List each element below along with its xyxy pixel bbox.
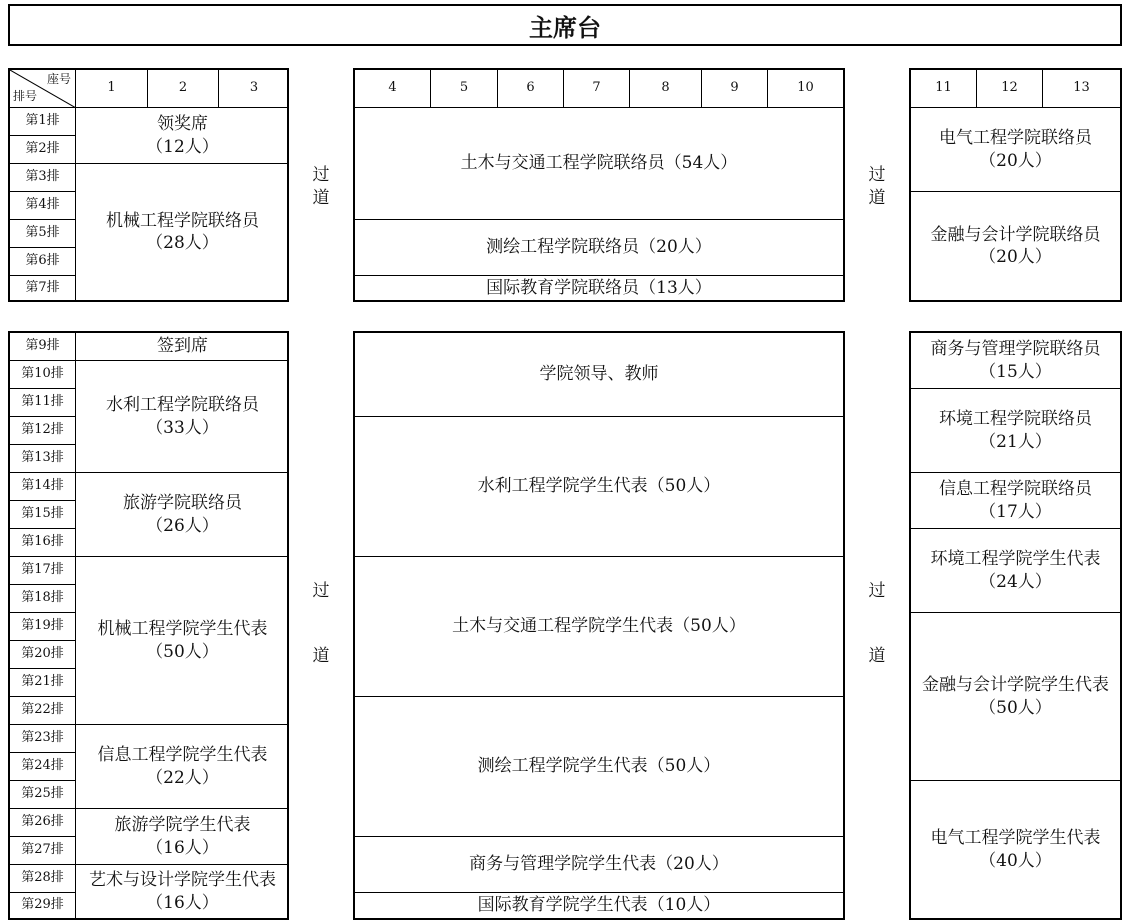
seat-number: 8 bbox=[630, 70, 702, 108]
seat-block: 学院领导、教师 bbox=[355, 333, 843, 417]
row-label: 第17排 bbox=[10, 557, 76, 585]
block-count: （24人） bbox=[979, 571, 1052, 592]
block-count: （16人） bbox=[146, 837, 219, 858]
block-count: （16人） bbox=[146, 892, 219, 913]
row-label: 第21排 bbox=[10, 669, 76, 697]
seat-block: 土木与交通工程学院联络员（54人） bbox=[355, 108, 843, 220]
row-label: 第19排 bbox=[10, 613, 76, 641]
row-label: 第6排 bbox=[10, 248, 76, 276]
seat-number: 11 bbox=[911, 70, 977, 108]
seat-number: 13 bbox=[1043, 70, 1120, 108]
seat-block bbox=[76, 333, 289, 361]
right-bottom-table bbox=[909, 331, 1122, 920]
header-seat-label: 座号 bbox=[46, 72, 71, 86]
row-label: 第9排 bbox=[10, 333, 76, 361]
header-corner bbox=[10, 70, 76, 108]
seat-block bbox=[911, 333, 1120, 389]
row-label: 第12排 bbox=[10, 417, 76, 445]
row-label: 第10排 bbox=[10, 361, 76, 389]
seat-block bbox=[76, 473, 289, 557]
seat-block: 国际教育学院学生代表（10人） bbox=[477, 895, 721, 916]
aisle-char: 道 bbox=[312, 645, 330, 666]
seat-block bbox=[911, 529, 1120, 613]
seat-number: 6 bbox=[498, 70, 564, 108]
seat-block bbox=[911, 389, 1120, 473]
block-count: （12人） bbox=[146, 136, 219, 157]
row-label: 第23排 bbox=[10, 725, 76, 753]
row-label: 第1排 bbox=[10, 108, 76, 136]
block-name: 水利工程学院联络员 bbox=[106, 395, 259, 416]
block-name: 环境工程学院学生代表 bbox=[930, 549, 1101, 570]
aisle-label bbox=[309, 580, 333, 668]
row-label: 第7排 bbox=[10, 276, 76, 300]
seat-block bbox=[911, 473, 1120, 529]
aisle-label bbox=[865, 580, 889, 668]
seat-number: 12 bbox=[977, 70, 1043, 108]
row-label: 第11排 bbox=[10, 389, 76, 417]
seat-block bbox=[911, 108, 1120, 192]
block-name: 艺术与设计学院学生代表 bbox=[89, 870, 276, 891]
block-name: 信息工程学院联络员 bbox=[939, 479, 1092, 500]
block-count: （28人） bbox=[146, 233, 219, 253]
block-name: 金融与会计学院联络员 bbox=[930, 224, 1101, 245]
seat-block bbox=[76, 361, 289, 473]
seat-number: 9 bbox=[702, 70, 768, 108]
block-name: 机械工程学院学生代表 bbox=[97, 619, 268, 640]
block-name: 电气工程学院联络员 bbox=[939, 128, 1092, 149]
block-name: 旅游学院联络员 bbox=[123, 493, 242, 514]
row-label: 第28排 bbox=[10, 865, 76, 893]
block-count: （50人） bbox=[979, 697, 1052, 718]
seat-number: 3 bbox=[219, 70, 289, 108]
block-count: （15人） bbox=[979, 361, 1052, 382]
block-name: 签到席 bbox=[157, 336, 208, 357]
seat-block bbox=[76, 108, 289, 164]
row-label: 第22排 bbox=[10, 697, 76, 725]
row-label: 第20排 bbox=[10, 641, 76, 669]
row-label: 第26排 bbox=[10, 809, 76, 837]
seat-number: 10 bbox=[768, 70, 843, 108]
row-label: 第18排 bbox=[10, 585, 76, 613]
seat-block bbox=[911, 192, 1120, 300]
block-name: 信息工程学院学生代表 bbox=[97, 745, 268, 766]
row-label: 第25排 bbox=[10, 781, 76, 809]
center-bottom-table bbox=[353, 331, 845, 920]
block-count: （22人） bbox=[146, 767, 219, 788]
seat-number: 1 bbox=[76, 70, 148, 108]
block-count: （50人） bbox=[146, 641, 219, 662]
row-label: 第14排 bbox=[10, 473, 76, 501]
row-label: 第4排 bbox=[10, 192, 76, 220]
seat-block: 测绘工程学院联络员（20人） bbox=[355, 220, 843, 276]
seat-number: 4 bbox=[355, 70, 431, 108]
left-top-table bbox=[8, 68, 289, 302]
block-count: （20人） bbox=[979, 247, 1052, 267]
row-label: 第29排 bbox=[10, 893, 76, 918]
row-label: 第27排 bbox=[10, 837, 76, 865]
row-label: 第24排 bbox=[10, 753, 76, 781]
seat-block: 土木与交通工程学院学生代表（50人） bbox=[355, 557, 843, 697]
right-top-table bbox=[909, 68, 1122, 302]
aisle-label: 过道 bbox=[868, 165, 886, 208]
block-name: 商务与管理学院联络员 bbox=[930, 339, 1101, 360]
seat-block bbox=[76, 557, 289, 725]
block-count: （17人） bbox=[979, 501, 1052, 522]
seat-block bbox=[911, 613, 1120, 781]
seat-block bbox=[76, 865, 289, 918]
seat-block: 水利工程学院学生代表（50人） bbox=[355, 417, 843, 557]
seat-block: 测绘工程学院学生代表（50人） bbox=[355, 697, 843, 837]
seat-block bbox=[76, 809, 289, 865]
block-count: （20人） bbox=[979, 150, 1052, 171]
seat-block: 国际教育学院联络员（13人） bbox=[486, 277, 712, 298]
block-count: （21人） bbox=[979, 431, 1052, 452]
block-count: （33人） bbox=[146, 417, 219, 438]
left-bottom-table bbox=[8, 331, 289, 920]
aisle-char: 过 bbox=[312, 581, 330, 601]
seat-block bbox=[76, 725, 289, 809]
row-label: 第3排 bbox=[10, 164, 76, 192]
header-row-label: 排号 bbox=[13, 89, 38, 104]
block-name: 金融与会计学院学生代表 bbox=[922, 675, 1109, 696]
block-name: 电气工程学院学生代表 bbox=[930, 828, 1101, 849]
seat-block bbox=[76, 164, 289, 300]
aisle-label: 过道 bbox=[312, 165, 330, 208]
stage-title: 主席台 bbox=[8, 4, 1122, 46]
block-name: 环境工程学院联络员 bbox=[939, 409, 1092, 430]
block-name: 领奖席 bbox=[157, 114, 208, 135]
block-name: 机械工程学院联络员 bbox=[106, 210, 259, 231]
row-label: 第5排 bbox=[10, 220, 76, 248]
seat-number: 2 bbox=[148, 70, 219, 108]
row-label: 第2排 bbox=[10, 136, 76, 164]
aisle-char: 道 bbox=[868, 645, 886, 666]
seat-number: 5 bbox=[431, 70, 498, 108]
row-label: 第13排 bbox=[10, 445, 76, 473]
row-label: 第15排 bbox=[10, 501, 76, 529]
seat-block: 商务与管理学院学生代表（20人） bbox=[355, 837, 843, 893]
seat-block bbox=[911, 781, 1120, 918]
block-count: （26人） bbox=[146, 515, 219, 536]
block-count: （40人） bbox=[979, 850, 1052, 871]
block-name: 旅游学院学生代表 bbox=[114, 815, 251, 836]
aisle-char: 过 bbox=[868, 581, 886, 601]
center-top-table bbox=[353, 68, 845, 302]
seat-number: 7 bbox=[564, 70, 630, 108]
row-label: 第16排 bbox=[10, 529, 76, 557]
